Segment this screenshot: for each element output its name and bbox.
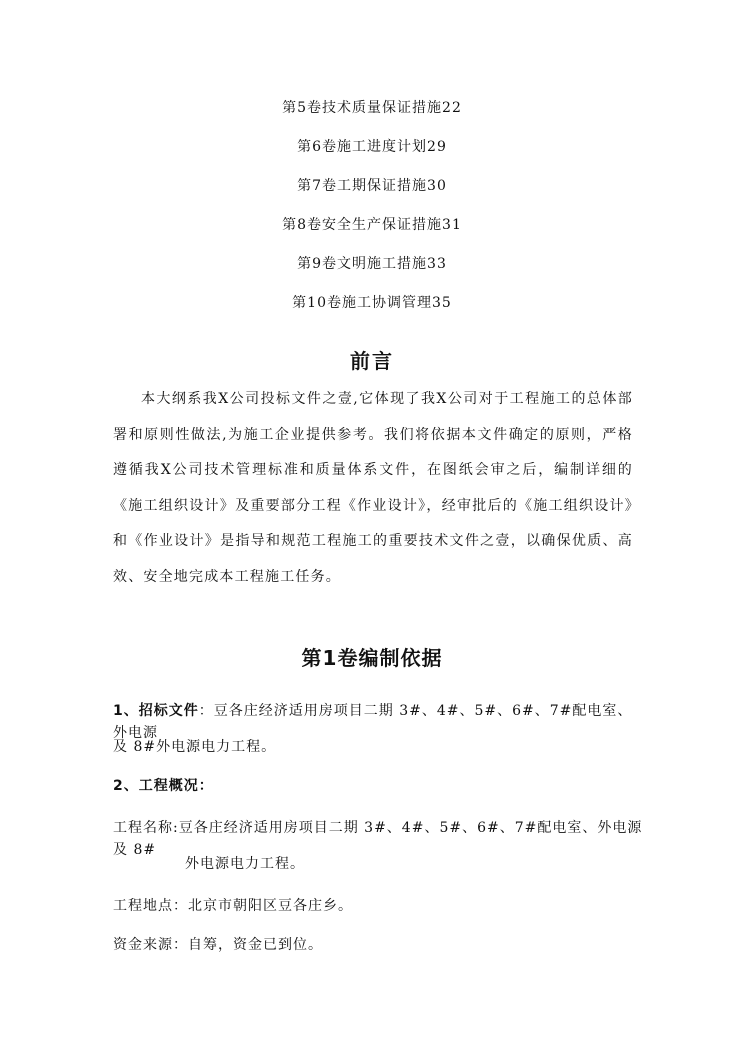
project-location: 工程地点：北京市朝阳区豆各庄乡。 [113,898,353,914]
toc-entry-vol6: 第6卷施工进度计划29 [297,139,447,155]
preface-title: 前言 [350,349,394,373]
toc-entry-vol9: 第9卷文明施工措施33 [297,256,447,272]
project-name-line2: 外电源电力工程。 [185,856,305,872]
item1-text: ：豆各庄经济适用房项目二期 3#、4#、5#、6#、7#配电室、外电源 [113,703,633,741]
table-of-contents [0,97,744,331]
item1-label: 1、招标文件 [113,703,199,719]
funding-source: 资金来源：自筹，资金已到位。 [113,937,323,953]
preface-body: 本大纲系我X公司投标文件之壹,它体现了我X公司对于工程施工的总体部署和原则性做法,为施工企业提供参考。我们将依据本文件确定的原则，严格遵循我X公司技术管理标准和质量体系文件，在图纸会审之后，编制详细的《施工组织设计》及重要部分工程《作业设计》，经审批后的《施工组织设计》和《作业设计》是指导和规范工程施工的重要技术文件之壹，以确保优质、高效、安全地完成本工程施工任务。 [113,391,633,585]
item2-label: 2、工程概况： [113,778,214,794]
toc-entry-vol8: 第8卷安全生产保证措施31 [282,217,462,233]
toc-entry-vol5: 第5卷技术质量保证措施22 [282,100,462,116]
toc-entry-vol10: 第10卷施工协调管理35 [292,295,452,311]
item1-continuation: 及 8#外电源电力工程。 [113,739,277,755]
toc-entry-vol7: 第7卷工期保证措施30 [297,178,447,194]
volume1-title: 第1卷编制依据 [301,646,443,670]
project-name-line1: 工程名称:豆各庄经济适用房项目二期 3#、4#、5#、6#、7#配电室、外电源及 8# [113,820,643,858]
